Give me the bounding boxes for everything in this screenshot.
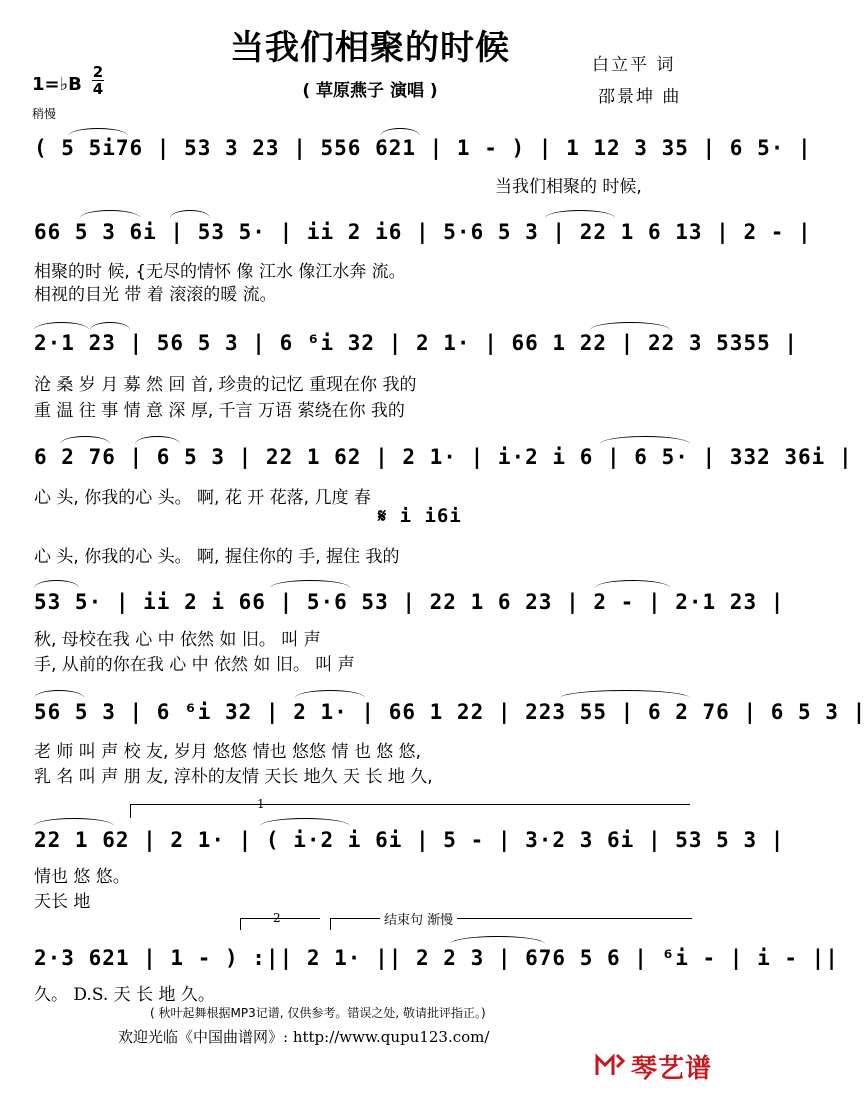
score-row-3: 2·1 23 | 56 5 3 | 6 ⁶i 32 | 2 1· | 66 1 22 | 22 3 5355 | xyxy=(34,331,799,355)
score-row-5: 53 5· | ii 2 i 66 | 5·6 53 | 22 1 6 23 | 2 - | 2·1 23 | xyxy=(34,590,785,614)
logo-text: 琴艺谱 xyxy=(630,1053,712,1084)
lyric-row-6a: 老 师 叫 声 校 友, 岁月 悠悠 情也 悠悠 情 也 悠 悠, xyxy=(34,742,422,762)
ending-tick xyxy=(330,918,331,930)
slur-mark xyxy=(380,128,420,136)
qinyipu-logo-icon xyxy=(593,1047,627,1085)
slur-mark xyxy=(595,580,670,588)
slur-mark xyxy=(34,690,84,698)
singer-credit: ( 草原燕子 演唱 ) xyxy=(302,81,438,101)
ending-label: 结束句 渐慢 xyxy=(380,909,457,928)
score-row-6: 56 5 3 | 6 ⁶i 32 | 2 1· | 66 1 22 | 223 55 | 6 2 76 | 6 5 3 | xyxy=(34,700,866,724)
lyric-row-7a: 情也 悠 悠。 xyxy=(34,867,130,887)
score-row-4: 6 2 76 | 6 5 3 | 22 1 62 | 2 1· | i·2 i 6 | 6 5· | 332 36i | xyxy=(34,445,853,469)
slur-mark xyxy=(135,436,180,444)
slur-mark xyxy=(545,210,615,218)
lyric-row-2a: 相聚的时 候, {无尽的情怀 像 江水 像江水奔 流。 xyxy=(34,262,406,282)
volta-1-label: 1 xyxy=(257,797,265,811)
slur-mark xyxy=(450,936,545,944)
volta-2-label: 2 xyxy=(273,911,281,925)
slur-mark xyxy=(60,436,110,444)
transcription-note: ( 秋叶起舞根据MP3记谱, 仅供参考。错误之处, 敬请批评指正。) xyxy=(150,1006,486,1020)
volta-2-tick xyxy=(240,918,241,930)
score-row-1: ( 5 5i76 | 53 3 23 | 556 621 | 1 - ) | 1 12 3 35 | 6 5· | xyxy=(34,136,812,160)
lyric-row-5b: 手, 从前的你在我 心 中 依然 如 旧。 叫 声 xyxy=(34,655,355,675)
lyricist-credit: 白立平 词 xyxy=(592,55,676,75)
key-signature: 1=♭B xyxy=(32,74,82,95)
lyric-row-7b: 天长 地 xyxy=(34,892,91,912)
slur-mark xyxy=(68,128,128,136)
lyric-row-8: 久。 D.S. 天 长 地 久。 xyxy=(34,985,215,1005)
time-signature xyxy=(92,64,104,97)
lyric-row-5a: 秋, 母校在我 心 中 依然 如 旧。 叫 声 xyxy=(34,630,321,650)
lyric-row-6b: 乳 名 叫 声 朋 友, 淳朴的友情 天长 地久 天 长 地 久, xyxy=(34,767,433,787)
score-row-8: 2·3 621 | 1 - ) :|| 2 1· || 2 2 3 | 676 5 6 | ⁶i - | i - || xyxy=(34,946,839,970)
slur-mark xyxy=(34,818,114,826)
score-row-2: 66 5 3 6i | 53 5· | ii 2 i6 | 5·6 5 3 | 22 1 6 13 | 2 - | xyxy=(34,220,812,244)
lyric-row-1: 当我们相聚的 时候, xyxy=(495,177,642,197)
volta-1-bracket xyxy=(130,804,690,805)
score-row-7: 22 1 62 | 2 1· | ( i·2 i 6i | 5 - | 3·2 3 6i | 53 5 3 | xyxy=(34,828,785,852)
slur-mark xyxy=(560,690,690,698)
lyric-row-2b: 相视的目光 带 着 滚滚的暖 流。 xyxy=(34,285,277,305)
slur-mark xyxy=(260,818,350,826)
slur-mark xyxy=(270,580,350,588)
slur-mark xyxy=(295,690,365,698)
volta-1-tick xyxy=(130,804,131,818)
slur-mark xyxy=(80,210,140,218)
site-credit: 欢迎光临《中国曲谱网》: http://www.qupu123.com/ xyxy=(118,1028,490,1046)
lyric-row-3a: 沧 桑 岁 月 募 然 回 首, 珍贵的记忆 重现在你 我的 xyxy=(34,375,417,395)
segno-alt-notes: 𝄋 i i6i xyxy=(378,505,462,527)
lyric-row-3b: 重 温 往 事 情 意 深 厚, 千言 万语 萦绕在你 我的 xyxy=(34,401,405,421)
qinyipu-logo xyxy=(593,1047,712,1085)
slur-mark xyxy=(600,436,690,444)
slur-mark xyxy=(34,322,89,330)
time-signature-numerator: 2 xyxy=(92,63,104,81)
lyric-row-4b: 心 头, 你我的心 头。 啊, 握住你的 手, 握住 我的 xyxy=(34,547,400,567)
lyric-row-4a: 心 头, 你我的心 头。 啊, 花 开 花落, 几度 春 xyxy=(34,488,371,508)
slur-mark xyxy=(34,580,79,588)
slur-mark xyxy=(170,210,210,218)
composer-credit: 邵景坤 曲 xyxy=(598,87,682,107)
slur-mark xyxy=(90,322,130,330)
slur-mark xyxy=(590,322,670,330)
time-signature-denominator: 4 xyxy=(92,80,104,98)
page-title: 当我们相聚的时候 xyxy=(230,28,510,68)
tempo-marking: 稍慢 xyxy=(32,107,57,121)
